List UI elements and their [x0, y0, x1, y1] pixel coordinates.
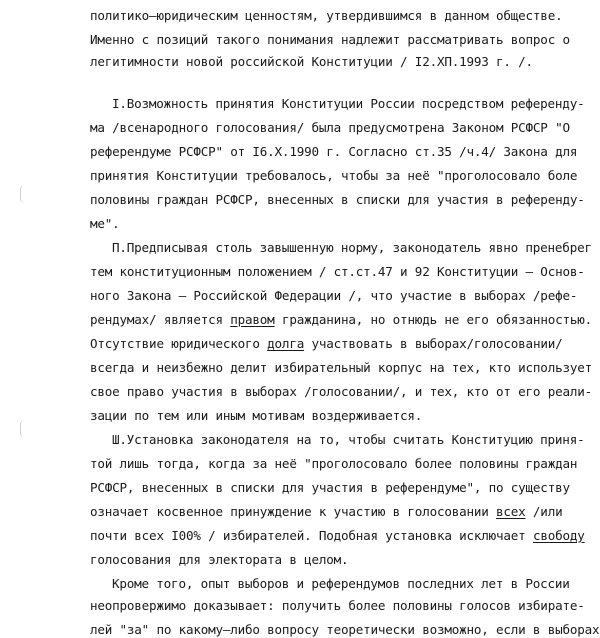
text-line: Отсутствие юридического долга участвовать в выборах/голосовании/ [90, 336, 563, 351]
text-line: голосования для электората в целом. [90, 552, 349, 567]
text-line: зации по тем или иным мотивам воздерживается. [90, 408, 423, 423]
underlined-word: всех [496, 504, 526, 519]
text-line: легитимности новой российской Конституции / I2.XП.1993 г. /. [90, 54, 533, 69]
text-line: Кроме того, опыт выборов и референдумов последних лет в России [112, 576, 570, 591]
underlined-word: правом [230, 312, 275, 327]
text-line: той лишь тогда, когда за неё "проголосовало более половины граждан [90, 456, 578, 471]
text-line: принятия Конституции требовалось, чтобы за неё "проголосовало боле [90, 168, 578, 183]
text-line: половины граждан РСФСР, внесенных в списки для участия в референду- [90, 192, 585, 207]
text-line: свое право участия в выборах /голосовании/, и тех, кто от его реали- [90, 384, 592, 399]
text-line: почти всех I00% / избирателей. Подобная установка исключает свободу [90, 528, 585, 543]
text-line: ма /всенародного голосования/ была предусмотрена Законом РСФСР "О [90, 120, 570, 135]
text-line: Именно с позиций такого понимания надлежит рассматривать вопрос о [90, 32, 570, 47]
text-line: ного Закона – Российской Федерации /, что участие в выборах /рефе- [90, 288, 578, 303]
text-line: ме". [90, 216, 120, 231]
text-line: референдуме РСФСР" от I6.X.1990 г. Согласно ст.35 /ч.4/ Закона для [90, 144, 578, 159]
text-line: тем конституционным положением / ст.ст.47 и 92 Конституции – Основ- [90, 264, 585, 279]
underlined-word: долга [267, 336, 305, 351]
text-line: I.Возможность принятия Конституции России посредством референду- [112, 96, 585, 111]
text-line: политико–юридическим ценностям, утвердившимся в данном обществе. [90, 8, 563, 23]
punch-hole-mark [20, 185, 29, 203]
text-line: РСФСР, внесенных в списки для участия в референдуме", по существу [90, 480, 570, 495]
text-line: П.Предписывая столь завышенную норму, законодатель явно пренебрег [112, 240, 592, 255]
text-line: неопровержимо доказывает: получить более половины голосов избирате- [90, 598, 585, 613]
punch-hole-mark [20, 420, 29, 438]
text-line: лей "за" по какому–либо вопросу теоретически возможно, если в выборах [90, 622, 600, 637]
text-line: всегда и неизбежно делит избирательный корпус на тех, кто использует [90, 360, 592, 375]
text-line: Ш.Установка законодателя на то, чтобы считать Конституцию приня- [112, 432, 585, 447]
underlined-word: свободу [532, 528, 585, 543]
text-line: означает косвенное принуждение к участию в голосовании всех /или [90, 504, 563, 519]
text-line: рендумах/ является правом гражданина, но отнюдь не его обязанностью. [90, 312, 592, 327]
